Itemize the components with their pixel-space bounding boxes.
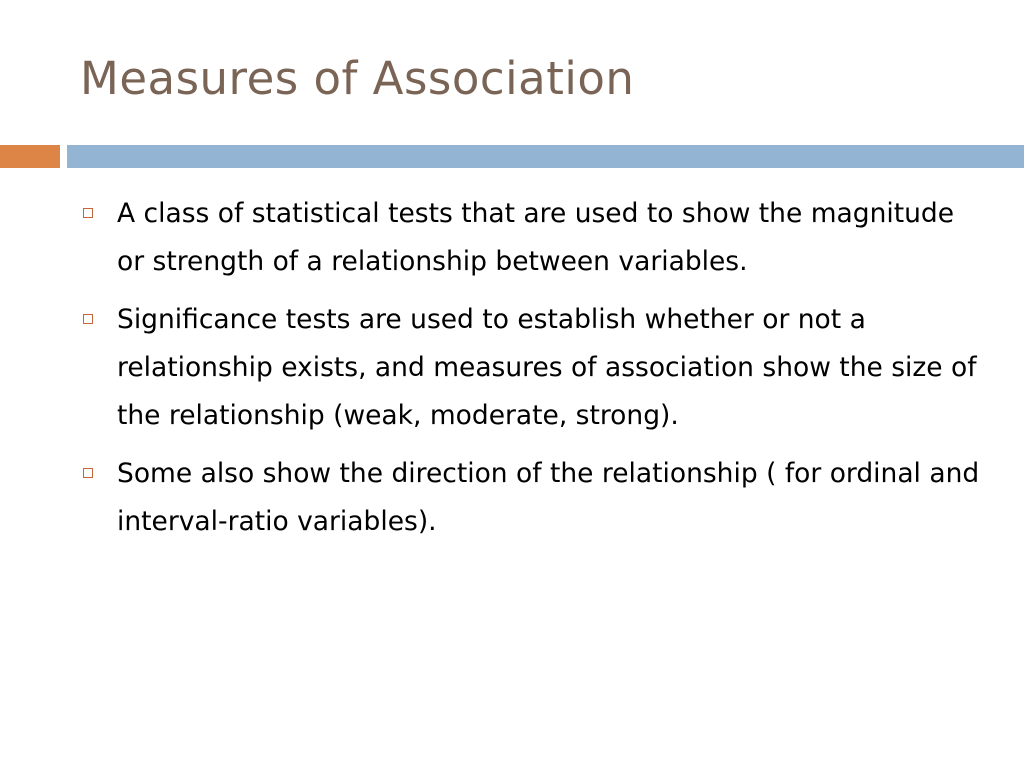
accent-bar-blue [67, 145, 1024, 168]
bullet-item [80, 296, 985, 440]
hollow-square-icon [83, 208, 93, 218]
hollow-square-icon [83, 468, 93, 478]
accent-bar-orange [0, 145, 60, 168]
slide-title: Measures of Association [80, 52, 635, 105]
hollow-square-icon [83, 314, 93, 324]
bullet-text: Some also show the direction of the relationship ( for ordinal and interval-ratio variables). [117, 458, 980, 537]
bullet-item [80, 190, 985, 286]
bullet-list [80, 190, 985, 556]
bullet-text: A class of statistical tests that are used to show the magnitude or strength of a relationship between variables. [117, 198, 955, 277]
bullet-item [80, 450, 985, 546]
bullet-text: Significance tests are used to establish whether or not a relationship exists, and measures of association show the size of the relationship (weak, moderate, strong). [117, 304, 977, 431]
